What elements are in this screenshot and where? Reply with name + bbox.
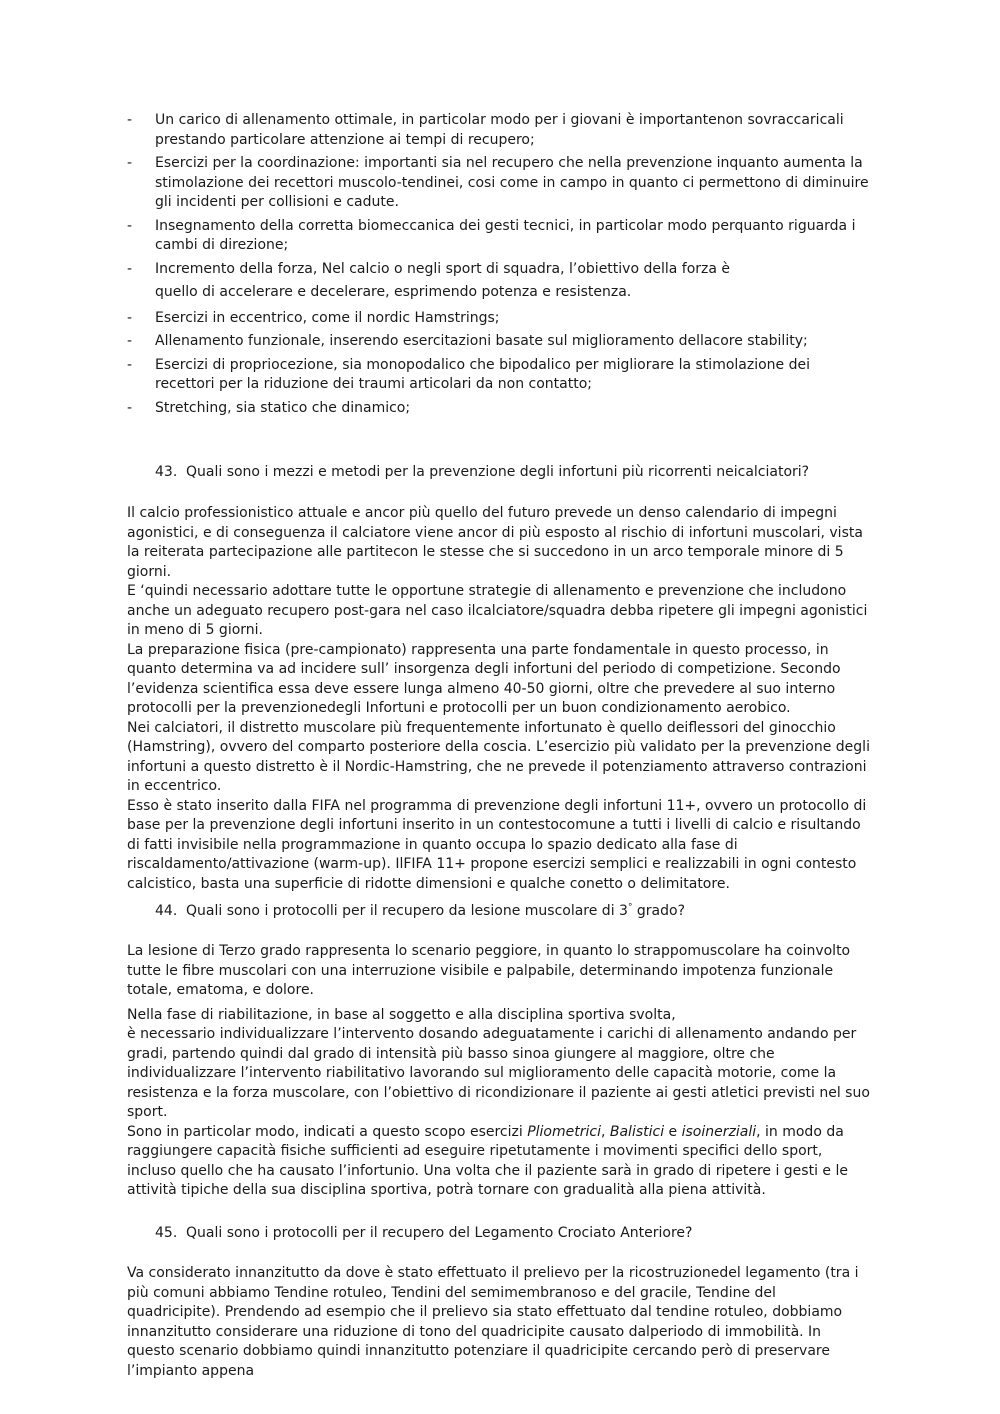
list-item-text: Esercizi per la coordinazione: importanti sia nel recupero che nella prevenzione inquanto aumenta la stimolazione dei recettori muscolo-tendinei, cosi come in campo in quanto ci permettono di diminuire gli incidenti per collisioni e cadute. xyxy=(155,155,869,210)
list-item xyxy=(127,332,872,352)
list-dash: - xyxy=(127,155,133,171)
paragraph: è necessario individualizzare l’intervento dosando adeguatamente i carichi di allenamento andando per gradi, partendo quindi dal grado di intensità più basso sinoa giungere al maggiore, oltre che individualizzare l’intervento riabilitativo lavorando sul miglioramento delle capacità motorie, come la resistenza e la forza muscolare, con l’obiettivo di ricondizionare il paziente ai gesti atletici previsti nel suo sport. xyxy=(127,1026,870,1120)
prevention-bullet-list xyxy=(127,111,872,422)
answer-45 xyxy=(127,1264,872,1381)
list-item xyxy=(127,399,872,419)
paragraph xyxy=(127,1123,872,1201)
list-item-text: Stretching, sia statico che dinamico; xyxy=(155,399,411,416)
list-item xyxy=(127,217,872,256)
list-dash: - xyxy=(127,333,133,349)
list-item-text: Esercizi in eccentrico, come il nordic Hamstrings; xyxy=(155,309,500,326)
list-item-text: Insegnamento della corretta biomeccanica dei gesti tecnici, in particolar modo perquanto riguarda i cambi di direzione; xyxy=(155,217,856,253)
paragraph: La preparazione fisica (pre-campionato) rappresenta una parte fondamentale in questo processo, in quanto determina va ad incidere sull’ insorgenza degli infortuni del periodo di competizione. Secondo l’evidenza scientifica essa deve essere lunga almeno 40-50 giorni, oltre che prevedere al suo interno protocolli per la prevenzionedegli Infortuni e protocolli per un buon condizionamento aerobico. xyxy=(127,641,841,716)
list-item-text: Allenamento funzionale, inserendo esercitazioni basate sul miglioramento dellacore stability; xyxy=(155,333,808,349)
question-43-heading xyxy=(155,463,870,483)
question-text-end: grado? xyxy=(632,903,686,919)
question-text: Quali sono i protocolli per il recupero del Legamento Crociato Anteriore? xyxy=(186,1225,693,1241)
list-item xyxy=(127,154,872,213)
question-45-heading xyxy=(155,1224,870,1244)
list-dash: - xyxy=(127,309,133,326)
paragraph: E ‘quindi necessario adottare tutte le opportune strategie di allenamento e prevenzione che includono anche un adeguato recupero post-gara nel caso ilcalciatore/squadra debba ripetere gli impegni agonistici in meno di 5 giorni. xyxy=(127,583,868,638)
list-dash: - xyxy=(127,356,133,373)
list-item xyxy=(127,356,872,395)
question-number: 44. xyxy=(155,903,178,919)
paragraph: Esso è stato inserito dalla FIFA nel programma di prevenzione degli infortuni 11+, ovvero un protocollo di base per la prevenzione degli infortuni inserito in un contestocomune a tutti i livelli di calcio e risultando di fatti invisibile nella programmazione in quanto occupa lo spazio dedicato alla fase di riscaldamento/attivazione (warm-up). IlFIFA 11+ propone esercizi semplici e realizzabili in ogni contesto calcistico, basta una superficie di ridotte dimensioni e qualche conetto o delimitatore. xyxy=(127,797,867,892)
paragraph: La lesione di Terzo grado rappresenta lo scenario peggiore, in quanto lo strappomuscolare ha coinvolto tutte le fibre muscolari con una interruzione visibile e palpabile, determinando impotenza funzionale totale, ematoma, e dolore. xyxy=(127,943,851,998)
paragraph: Nella fase di riabilitazione, in base al soggetto e alla disciplina sportiva svolta, xyxy=(127,1006,676,1023)
list-dash: - xyxy=(127,217,133,234)
text-run: , xyxy=(600,1123,610,1140)
answer-43 xyxy=(127,504,872,894)
list-item xyxy=(127,309,872,329)
paragraph: Nei calciatori, il distretto muscolare più frequentemente infortunato è quello deiflessori del ginocchio (Hamstring), ovvero del comparto posteriore della coscia. L’esercizio più validato per la prevenzione degli infortuni a questo distretto è il Nordic-Hamstring, che ne prevede il potenziamento attraverso contrazioni in eccentrico. xyxy=(127,719,870,794)
list-dash: - xyxy=(127,112,133,128)
text-run: e xyxy=(664,1123,682,1140)
list-item-text: Incremento della forza, Nel calcio o negli sport di squadra, l’obiettivo della forza è xyxy=(155,260,731,277)
list-item xyxy=(127,260,872,303)
list-dash: - xyxy=(127,399,133,416)
answer-44 xyxy=(127,942,872,1201)
paragraph: Il calcio professionistico attuale e ancor più quello del futuro prevede un denso calendario di impegni agonistici, e di conseguenza il calciatore viene ancor di più esposto al rischio di infortuni muscolari, vista la reiterata partecipazione alle partitecon le stesse che si succedono in un arco temporale minore di 5 giorni. xyxy=(127,505,863,580)
degree-superscript: ° xyxy=(627,902,633,913)
question-number: 43. xyxy=(155,464,178,480)
text-run: Sono in particolar modo, indicati a questo scopo esercizi xyxy=(127,1123,528,1140)
paragraph: Va considerato innanzitutto da dove è stato effettuato il prelievo per la ricostruzionedel legamento (tra i più comuni abbiamo Tendine rotuleo, Tendini del semimembranoso e del gracile, Tendine del quadricipite). Prendendo ad esempio che il prelievo sia stato effettuato dal tendine rotuleo, dobbiamo innanzitutto considerare una riduzione di tono del quadricipite causato dalperiodo di immobilità. In questo scenario dobbiamo quindi innanzitutto potenziare il quadricipite cercando però di preservare l’impianto appena xyxy=(127,1265,859,1379)
list-dash: - xyxy=(127,260,133,277)
text-run: , in modo da raggiungere capacità fisiche sufficienti ad eseguire ripetutamente i movimenti specifici dello sport, incluso quello che ha causato l’infortunio. Una volta che il paziente sarà in grado di ripetere i gesti e le attività tipiche della sua disciplina sportiva, potrà tornare con gradualità alla piena attività. xyxy=(127,1123,848,1198)
question-text: Quali sono i mezzi e metodi per la prevenzione degli infortuni più ricorrenti neicalciatori? xyxy=(186,464,810,480)
list-item-text: Un carico di allenamento ottimale, in particolar modo per i giovani è importantenon sovraccaricali prestando particolare attenzione ai tempi di recupero; xyxy=(155,112,844,148)
question-text: Quali sono i protocolli per il recupero da lesione muscolare di 3 xyxy=(186,903,628,919)
question-number: 45. xyxy=(155,1225,178,1241)
list-item-continuation: quello di accelerare e decelerare, esprimendo potenza e resistenza. xyxy=(155,284,632,300)
italic-term: isoinerziali xyxy=(681,1123,757,1140)
question-44-heading xyxy=(155,902,870,922)
italic-term: Balistici xyxy=(609,1123,665,1140)
list-item xyxy=(127,111,872,150)
list-item-text: Esercizi di propriocezione, sia monopodalico che bipodalico per migliorare la stimolazione dei recettori per la riduzione dei traumi articolari da non contatto; xyxy=(155,356,810,392)
italic-term: Pliometrici xyxy=(527,1123,601,1140)
